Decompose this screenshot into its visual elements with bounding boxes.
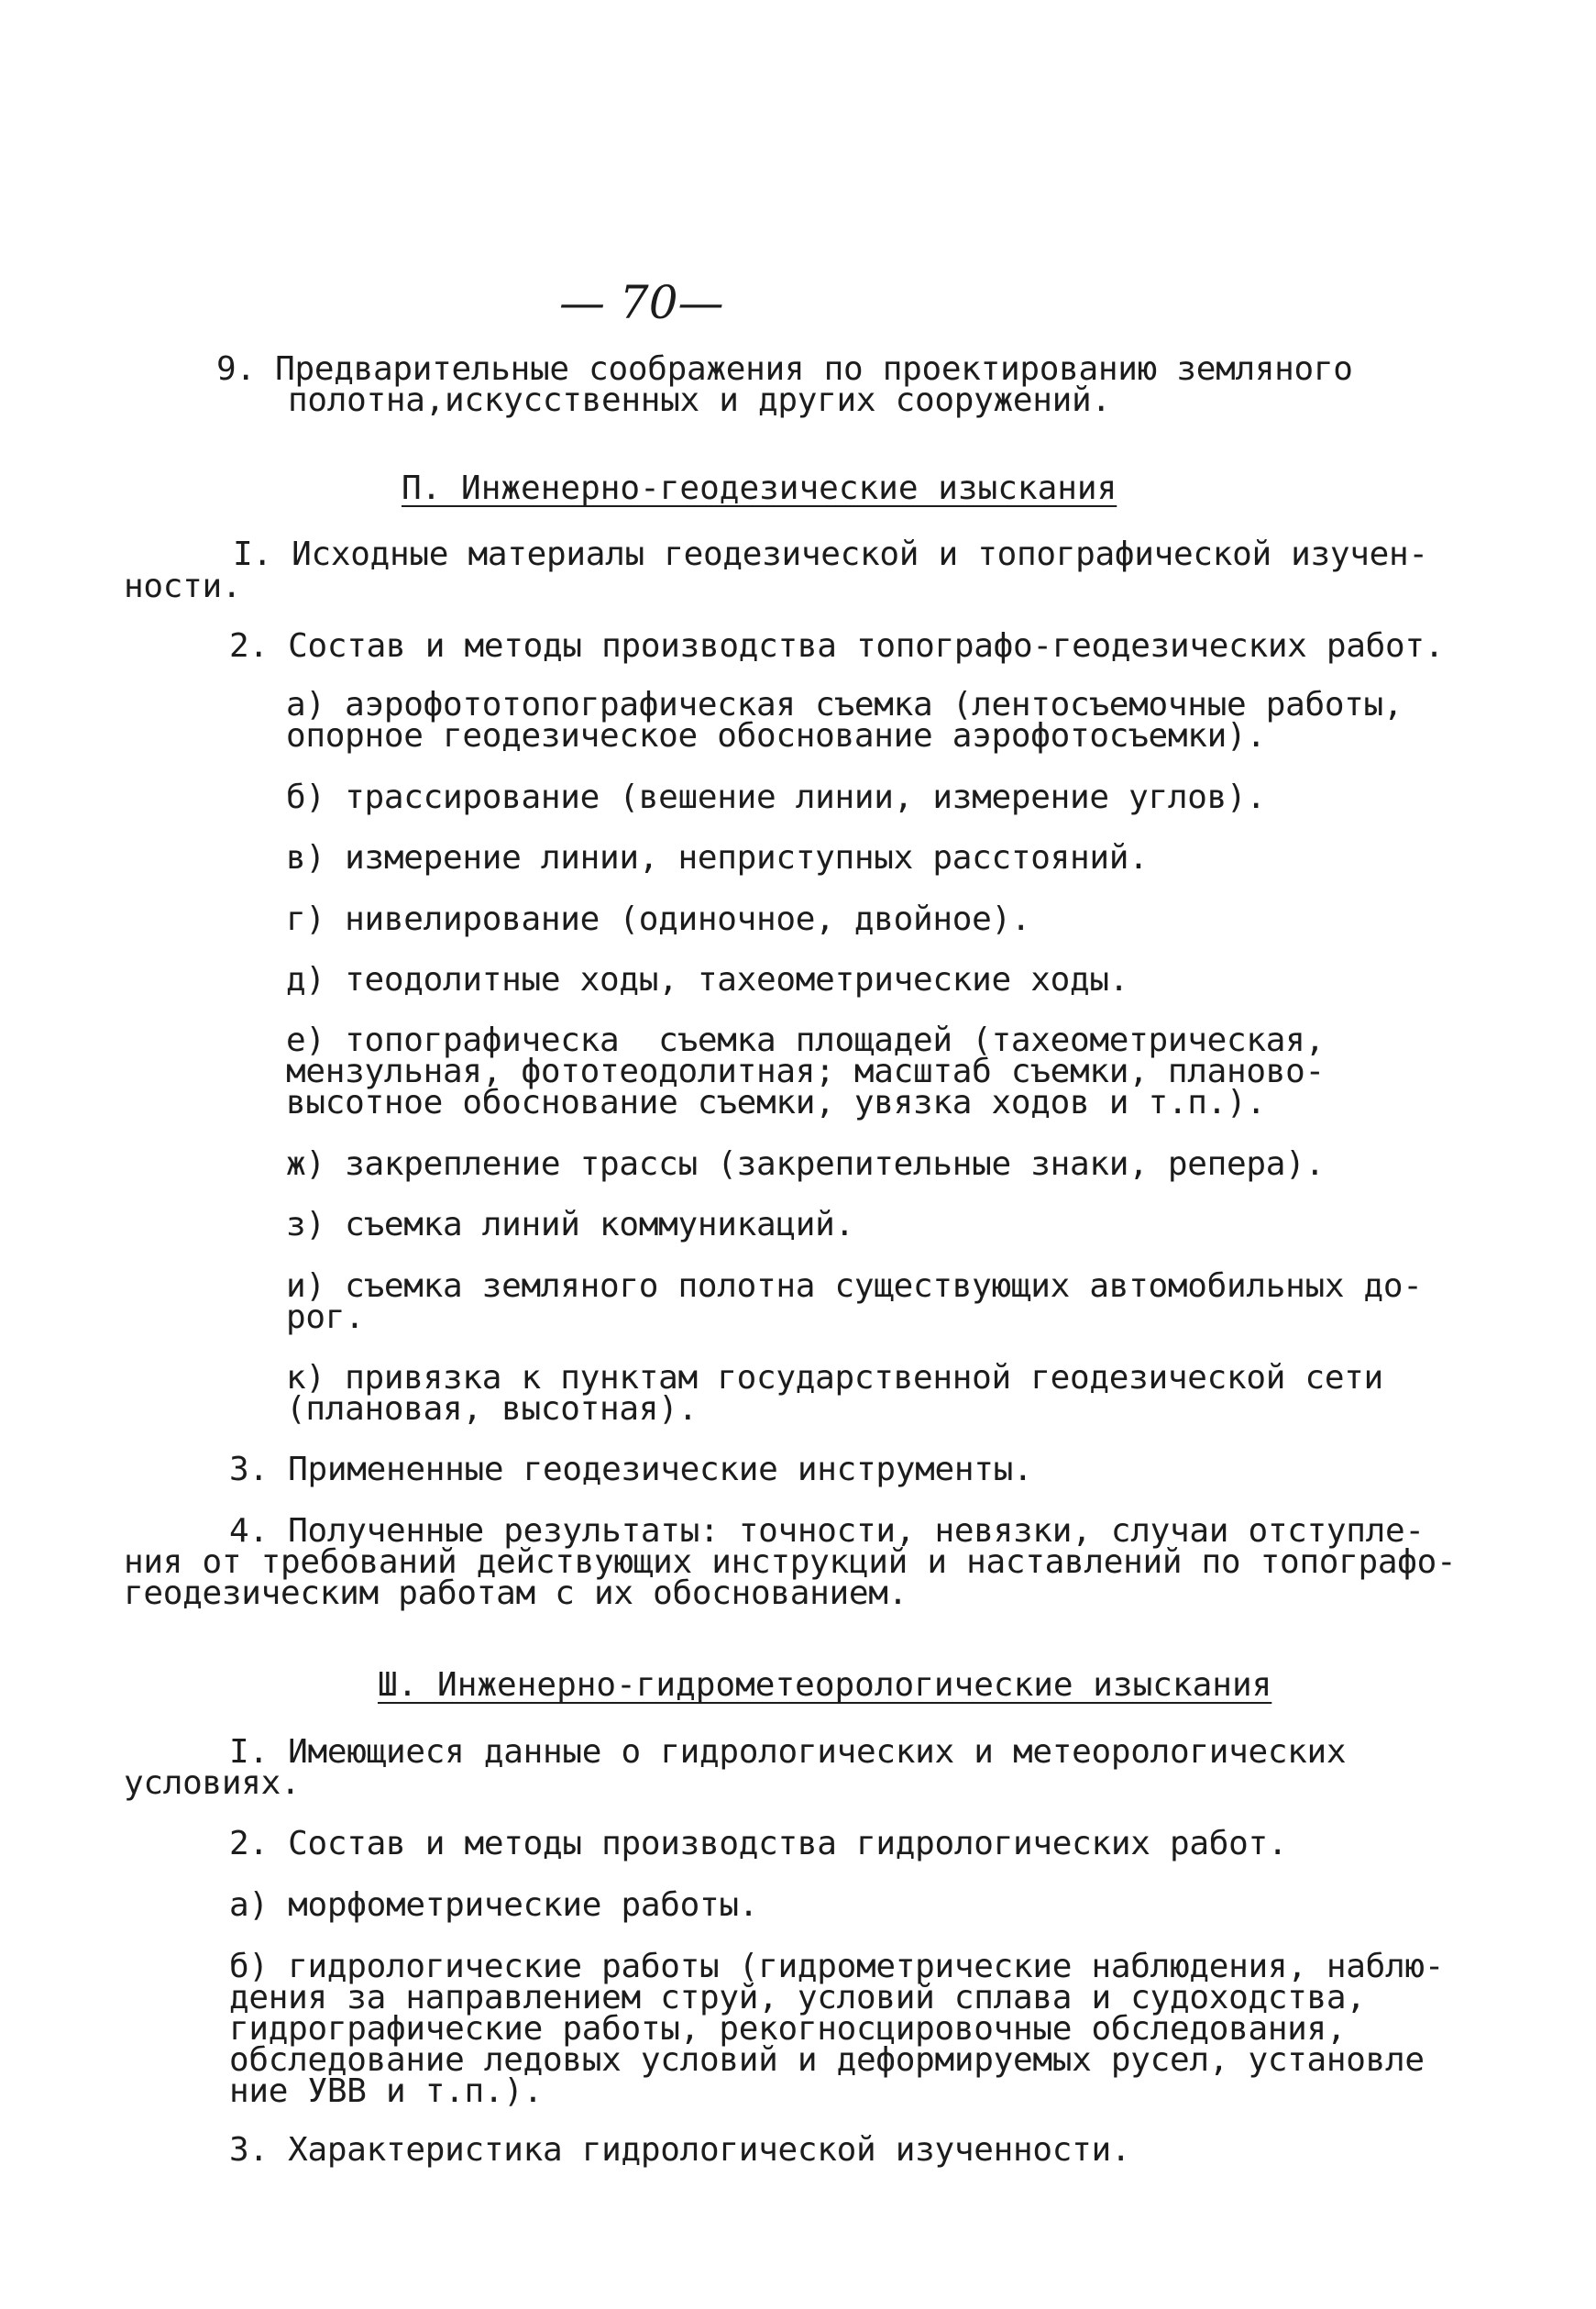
s2-item-1-line-2: ности. <box>124 568 242 605</box>
s2-sub-b: б) трассирование (вешение линии, измерение углов). <box>286 779 1266 816</box>
s2-sub-e-line-3: высотное обоснование съемки, увязка ходов и т.п.). <box>286 1084 1266 1121</box>
page-number: — 70— <box>559 276 724 329</box>
s2-sub-e-line-2: мензульная, фототеодолитная; масштаб съемки, планово- <box>286 1053 1325 1090</box>
s2-item-4-line-1: 4. Полученные результаты: точности, невязки, случаи отступле- <box>229 1512 1425 1550</box>
s2-item-4-line-2: ния от требований действующих инструкций и наставлений по топографо- <box>124 1543 1457 1581</box>
s2-sub-a-line-1: а) аэрофототопографическая съемка (лентосъемочные работы, <box>286 686 1403 724</box>
s3-sub-a: а) морфометрические работы. <box>229 1886 759 1924</box>
s3-sub-b-line-2: дения за направлением струй, условий сплава и судоходства, <box>229 1979 1366 2016</box>
s3-sub-b-line-4: обследование ледовых условий и деформируемых русел, установле <box>229 2041 1425 2079</box>
s2-sub-a-line-2: опорное геодезическое обоснование аэрофотосъемки). <box>286 717 1266 755</box>
section-3-heading: Ш. Инженерно-гидрометеорологические изыскания <box>378 1666 1272 1704</box>
s3-item-2: 2. Состав и методы производства гидрологических работ. <box>229 1825 1288 1862</box>
s2-sub-g: г) нивелирование (одиночное, двойное). <box>286 900 1031 938</box>
s2-item-1-line-1: I. Исходные материалы геодезической и топографической изучен- <box>233 536 1428 573</box>
s3-item-3: 3. Характеристика гидрологической изученности. <box>229 2131 1131 2169</box>
s3-item-1-line-2: условиях. <box>124 1764 301 1802</box>
s3-sub-b-line-5: ние УВВ и т.п.). <box>229 2072 543 2110</box>
s2-sub-z: з) съемка линий коммуникаций. <box>286 1206 854 1243</box>
s2-sub-k-line-1: к) привязка к пунктам государственной геодезической сети <box>286 1359 1383 1397</box>
s2-item-4-line-3: геодезическим работам с их обоснованием. <box>124 1574 908 1612</box>
s2-item-2: 2. Состав и методы производства топографо-геодезических работ. <box>229 627 1445 665</box>
s2-sub-d: д) теодолитные ходы, тахеометрические ходы. <box>286 961 1129 999</box>
s2-sub-i-line-2: рог. <box>286 1298 365 1336</box>
section-2-heading: П. Инженерно-геодезические изыскания <box>402 470 1117 507</box>
s3-item-1-line-1: I. Имеющиеся данные о гидрологических и метеорологических <box>229 1733 1347 1771</box>
s2-sub-v: в) измерение линии, неприступных расстояний. <box>286 839 1149 877</box>
s2-sub-zh: ж) закрепление трассы (закрепительные знаки, репера). <box>286 1145 1325 1183</box>
s2-item-3: 3. Примененные геодезические инструменты. <box>229 1451 1033 1488</box>
s2-sub-k-line-2: (плановая, высотная). <box>286 1390 698 1428</box>
s3-sub-b-line-3: гидрографические работы, рекогносцировочные обследования, <box>229 2010 1347 2048</box>
s2-sub-e-line-1: е) топографическа съемка площадей (тахеометрическая, <box>286 1022 1325 1059</box>
item-9-line-1: 9. Предварительные соображения по проектированию земляного <box>216 350 1353 388</box>
s3-sub-b-line-1: б) гидрологические работы (гидрометрические наблюдения, наблю- <box>229 1948 1445 1985</box>
item-9-line-2: полотна,искусственных и других сооружений. <box>288 381 1111 419</box>
s2-sub-i-line-1: и) съемка земляного полотна существующих автомобильных до- <box>286 1267 1423 1305</box>
